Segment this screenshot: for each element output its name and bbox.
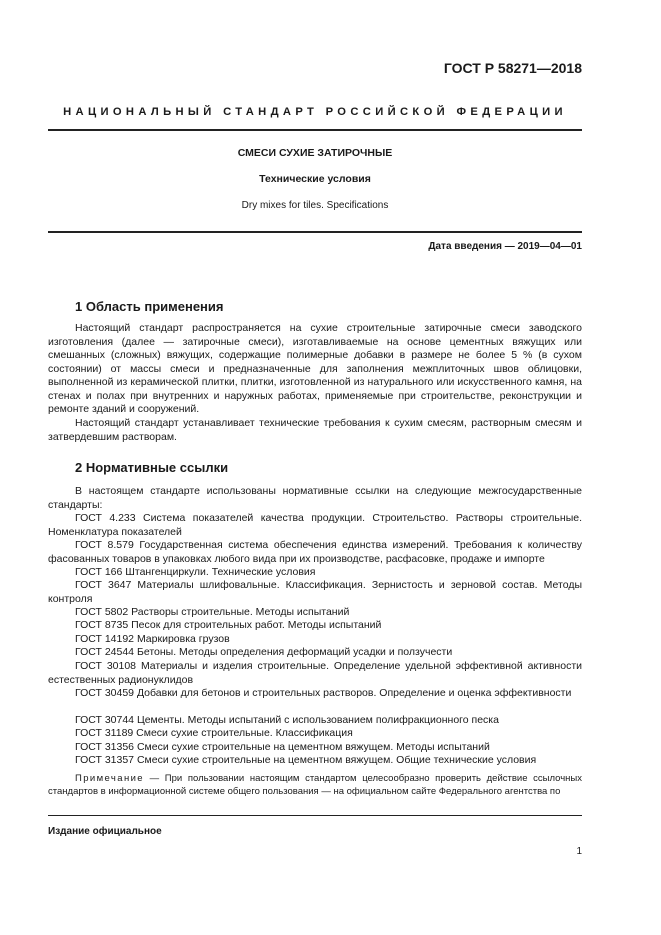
note bbox=[48, 772, 582, 798]
reference-gost-30459: ГОСТ 30459 Добавки для бетонов и строительных растворов. Определение и оценка эффективности bbox=[75, 687, 572, 699]
note-label: Примечание bbox=[75, 773, 144, 784]
reference-gost-166: ГОСТ 166 Штангенциркули. Технические условия bbox=[75, 566, 316, 578]
reference-gost-5802: ГОСТ 5802 Растворы строительные. Методы испытаний bbox=[75, 606, 350, 618]
document-title: СМЕСИ СУХИЕ ЗАТИРОЧНЫЕ bbox=[237, 147, 393, 159]
section-1-paragraph-2: Настоящий стандарт устанавливает технические требования к сухим смесям, растворным смесям и затвердевшим растворам. bbox=[48, 417, 582, 443]
reference-gost-4-233: ГОСТ 4.233 Система показателей качества продукции. Строительство. Растворы строительные. Номенклатура показателей bbox=[48, 512, 582, 538]
reference-gost-8735: ГОСТ 8735 Песок для строительных работ. Методы испытаний bbox=[75, 619, 382, 631]
english-title: Dry mixes for tiles. Specifications bbox=[241, 200, 389, 211]
top-divider bbox=[48, 129, 582, 131]
reference-gost-31189: ГОСТ 31189 Смеси сухие строительные. Классификация bbox=[75, 727, 353, 739]
official-edition-label: Издание официальное bbox=[48, 826, 162, 837]
section-1-heading: 1 Область применения bbox=[75, 299, 224, 314]
reference-gost-24544: ГОСТ 24544 Бетоны. Методы определения деформаций усадки и ползучести bbox=[75, 646, 453, 658]
page-number: 1 bbox=[576, 846, 582, 857]
reference-gost-31357: ГОСТ 31357 Смеси сухие строительные на цементном вяжущем. Общие технические условия bbox=[75, 754, 537, 766]
title-divider bbox=[48, 231, 582, 233]
reference-gost-30744: ГОСТ 30744 Цементы. Методы испытаний с использованием полифракционного песка bbox=[75, 714, 499, 726]
footer-divider bbox=[48, 815, 582, 816]
reference-gost-8-579: ГОСТ 8.579 Государственная система обеспечения единства измерений. Требования к количеству фасованных товаров в упаковках любого вида при их производстве, расфасовке, продаже и импорте bbox=[48, 539, 582, 565]
section-1-paragraph-1: Настоящий стандарт распространяется на сухие строительные затирочные смеси заводского изготовления (далее — затирочные смеси), изготавливаемые на основе цементных вяжущих или смешанных (сложных) вяжущих, содержащие полимерные добавки в размере не более 5 % (в сухом состоянии) от массы смеси и предназначенные для заполнения межплиточных швов облицовки, выполненной из керамической плитки, плитки, изготовленной из натурального или искусственного камня, на стенах и полах при внутренних и наружных работах, применяемые при строительстве, реконструкции и ремонте зданий и сооружений. bbox=[48, 322, 582, 415]
introduction-date: Дата введения — 2019—04—01 bbox=[428, 241, 582, 252]
reference-gost-14192: ГОСТ 14192 Маркировка грузов bbox=[75, 633, 230, 645]
national-standard-banner: НАЦИОНАЛЬНЫЙ СТАНДАРТ РОССИЙСКОЙ ФЕДЕРАЦИИ bbox=[63, 106, 567, 118]
section-2-heading: 2 Нормативные ссылки bbox=[75, 460, 229, 475]
reference-gost-31356: ГОСТ 31356 Смеси сухие строительные на цементном вяжущем. Методы испытаний bbox=[75, 741, 490, 753]
section-2-intro: В настоящем стандарте использованы нормативные ссылки на следующие межгосударственные стандарты: bbox=[48, 485, 582, 511]
reference-gost-30108: ГОСТ 30108 Материалы и изделия строительные. Определение удельной эффективной активности естественных радионуклидов bbox=[48, 660, 582, 686]
standard-code: ГОСТ Р 58271—2018 bbox=[443, 60, 582, 76]
note-text: — При пользовании настоящим стандартом целесообразно проверить действие ссылочных стандартов в информационной системе общего пользования — на официальном сайте Федерального агентства по bbox=[48, 773, 582, 797]
reference-gost-3647: ГОСТ 3647 Материалы шлифовальные. Классификация. Зернистость и зерновой состав. Методы контроля bbox=[48, 579, 582, 605]
document-subtitle: Технические условия bbox=[259, 173, 371, 185]
